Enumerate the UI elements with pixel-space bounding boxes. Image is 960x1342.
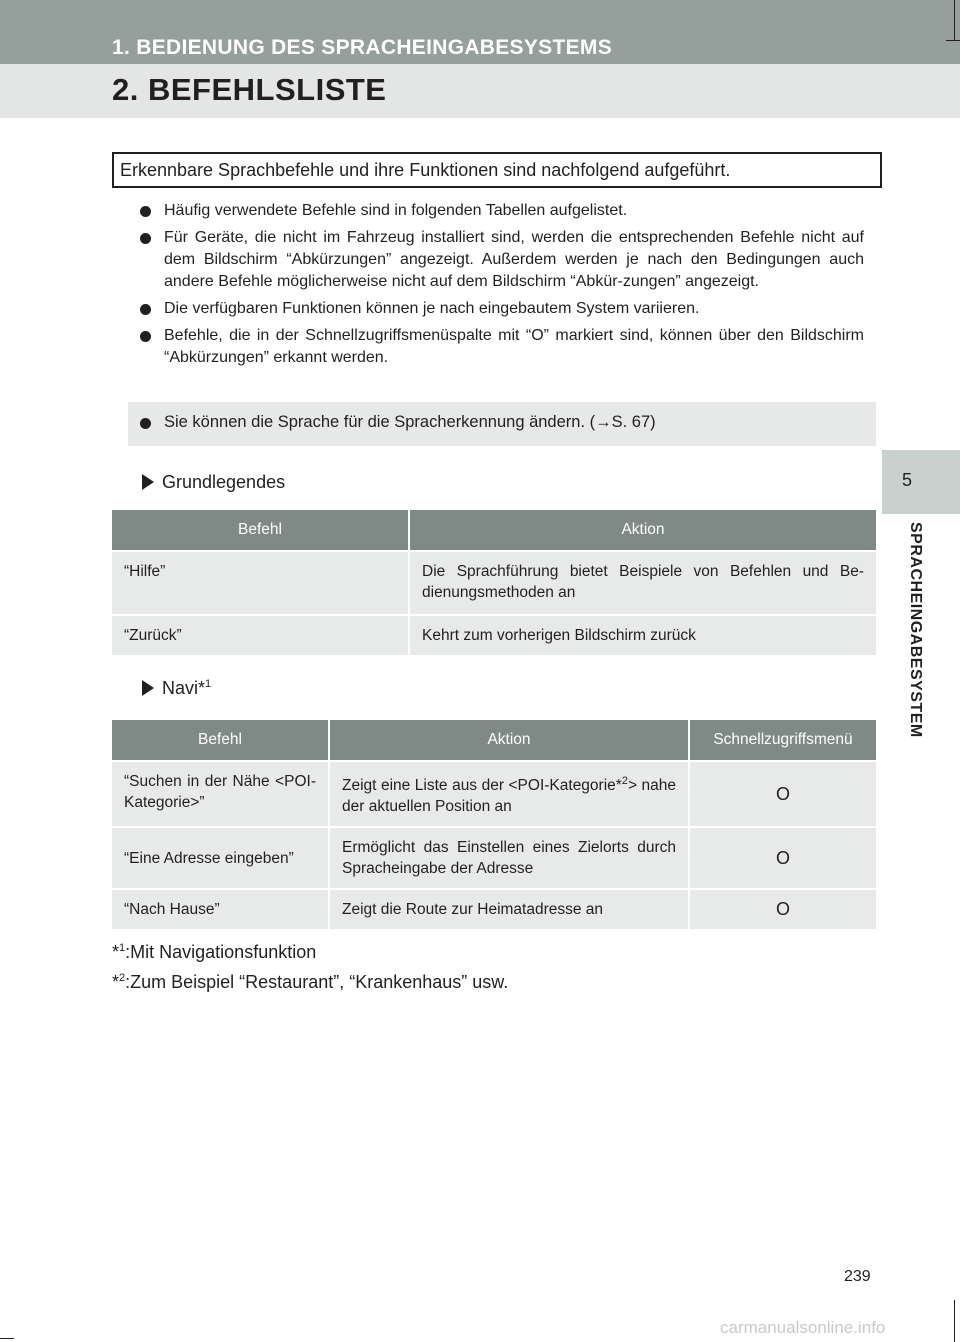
- table-row: [112, 551, 876, 615]
- triangle-icon: [142, 680, 154, 696]
- bullet-item: Häufig verwendete Befehle sind in folgenden Tabellen aufgelistet.: [140, 200, 864, 222]
- crop-mark: [954, 0, 955, 40]
- crop-mark: [0, 1338, 14, 1339]
- bullet-list: [140, 200, 864, 374]
- note-text: Sie können die Sprache für die Spracherkennung ändern. (→S. 67): [164, 413, 656, 431]
- quick-menu-cell: O: [689, 761, 876, 827]
- chapter-tab: [882, 450, 960, 514]
- column-header: Schnellzugriffsmenü: [689, 720, 876, 761]
- bullet-item: Befehle, die in der Schnellzugriffsmenüspalte mit “O” markiert sind, können über den Bildschirm “Abkürzungen” erkannt werden.: [140, 325, 864, 369]
- table-header-row: [112, 510, 876, 551]
- bullet-icon: [140, 418, 151, 429]
- command-cell: “Zurück”: [112, 615, 409, 655]
- bullet-item: Für Geräte, die nicht im Fahrzeug installiert sind, werden die entsprechenden Befehle nicht auf dem Bildschirm “Abkürzungen” angezeigt. Außerdem werden je nach den Bedingungen auch andere Befehle möglicherweise nicht auf dem Bildschirm “Abkür-zungen” angezeigt.: [140, 227, 864, 293]
- watermark: carmanualsonline.info: [720, 1318, 886, 1337]
- command-cell: “Nach Hause”: [112, 889, 329, 929]
- note-box: [128, 402, 876, 446]
- table-row: [112, 615, 876, 655]
- quick-menu-cell: O: [689, 889, 876, 929]
- bullet-icon: [140, 331, 151, 342]
- table-row: [112, 889, 876, 929]
- crop-mark: [954, 1300, 955, 1342]
- basic-command-table: [112, 510, 876, 655]
- chapter-title: SPRACHEINGABESYSTEM: [907, 522, 924, 738]
- chapter-number: 5: [902, 470, 913, 490]
- column-header: Befehl: [112, 720, 329, 761]
- action-cell: Zeigt die Route zur Heimatadresse an: [329, 889, 689, 929]
- action-cell: Kehrt zum vorherigen Bildschirm zurück: [409, 615, 876, 655]
- table-row: [112, 827, 876, 889]
- bullet-icon: [140, 304, 151, 315]
- footnote-1: *$^1$:Mit Navigationsfunktion: [112, 942, 317, 962]
- bullet-item: Die verfügbaren Funktionen können je nach eingebautem System variieren.: [140, 298, 864, 320]
- bullet-icon: [140, 233, 151, 244]
- quick-menu-cell: O: [689, 827, 876, 889]
- heading-navi: Navi*$^1$: [142, 678, 211, 699]
- column-header: Befehl: [112, 510, 409, 551]
- navi-command-table: [112, 720, 876, 929]
- crop-mark: [946, 40, 960, 41]
- section-label: 1. BEDIENUNG DES SPRACHEINGABESYSTEMS: [112, 36, 613, 59]
- command-cell: “Suchen in der Nähe <POI-Kategorie>”: [112, 761, 329, 827]
- bullet-icon: [140, 206, 151, 217]
- table-header-row: [112, 720, 876, 761]
- triangle-icon: [142, 474, 154, 490]
- intro-box: Erkennbare Sprachbefehle und ihre Funktionen sind nachfolgend aufgeführt.: [112, 152, 882, 188]
- heading-basic: Grundlegendes: [142, 472, 285, 493]
- command-cell: “Eine Adresse eingeben”: [112, 827, 329, 889]
- page-number: 239: [844, 1268, 871, 1285]
- action-cell: Ermöglicht das Einstellen eines Zielorts durch Spracheingabe der Adresse: [329, 827, 689, 889]
- column-header: Aktion: [409, 510, 876, 551]
- action-cell: Die Sprachführung bietet Beispiele von Befehlen und Be-dienungsmethoden an: [409, 551, 876, 615]
- command-cell: “Hilfe”: [112, 551, 409, 615]
- footnote-2: *$^2$:Zum Beispiel “Restaurant”, “Krankenhaus” usw.: [112, 972, 509, 992]
- page-title: 2. BEFEHLSLISTE: [112, 72, 387, 107]
- action-cell: Zeigt eine Liste aus der <POI-Kategorie*$^2$> nahe der aktuellen Position an: [329, 761, 689, 827]
- column-header: Aktion: [329, 720, 689, 761]
- table-row: [112, 761, 876, 827]
